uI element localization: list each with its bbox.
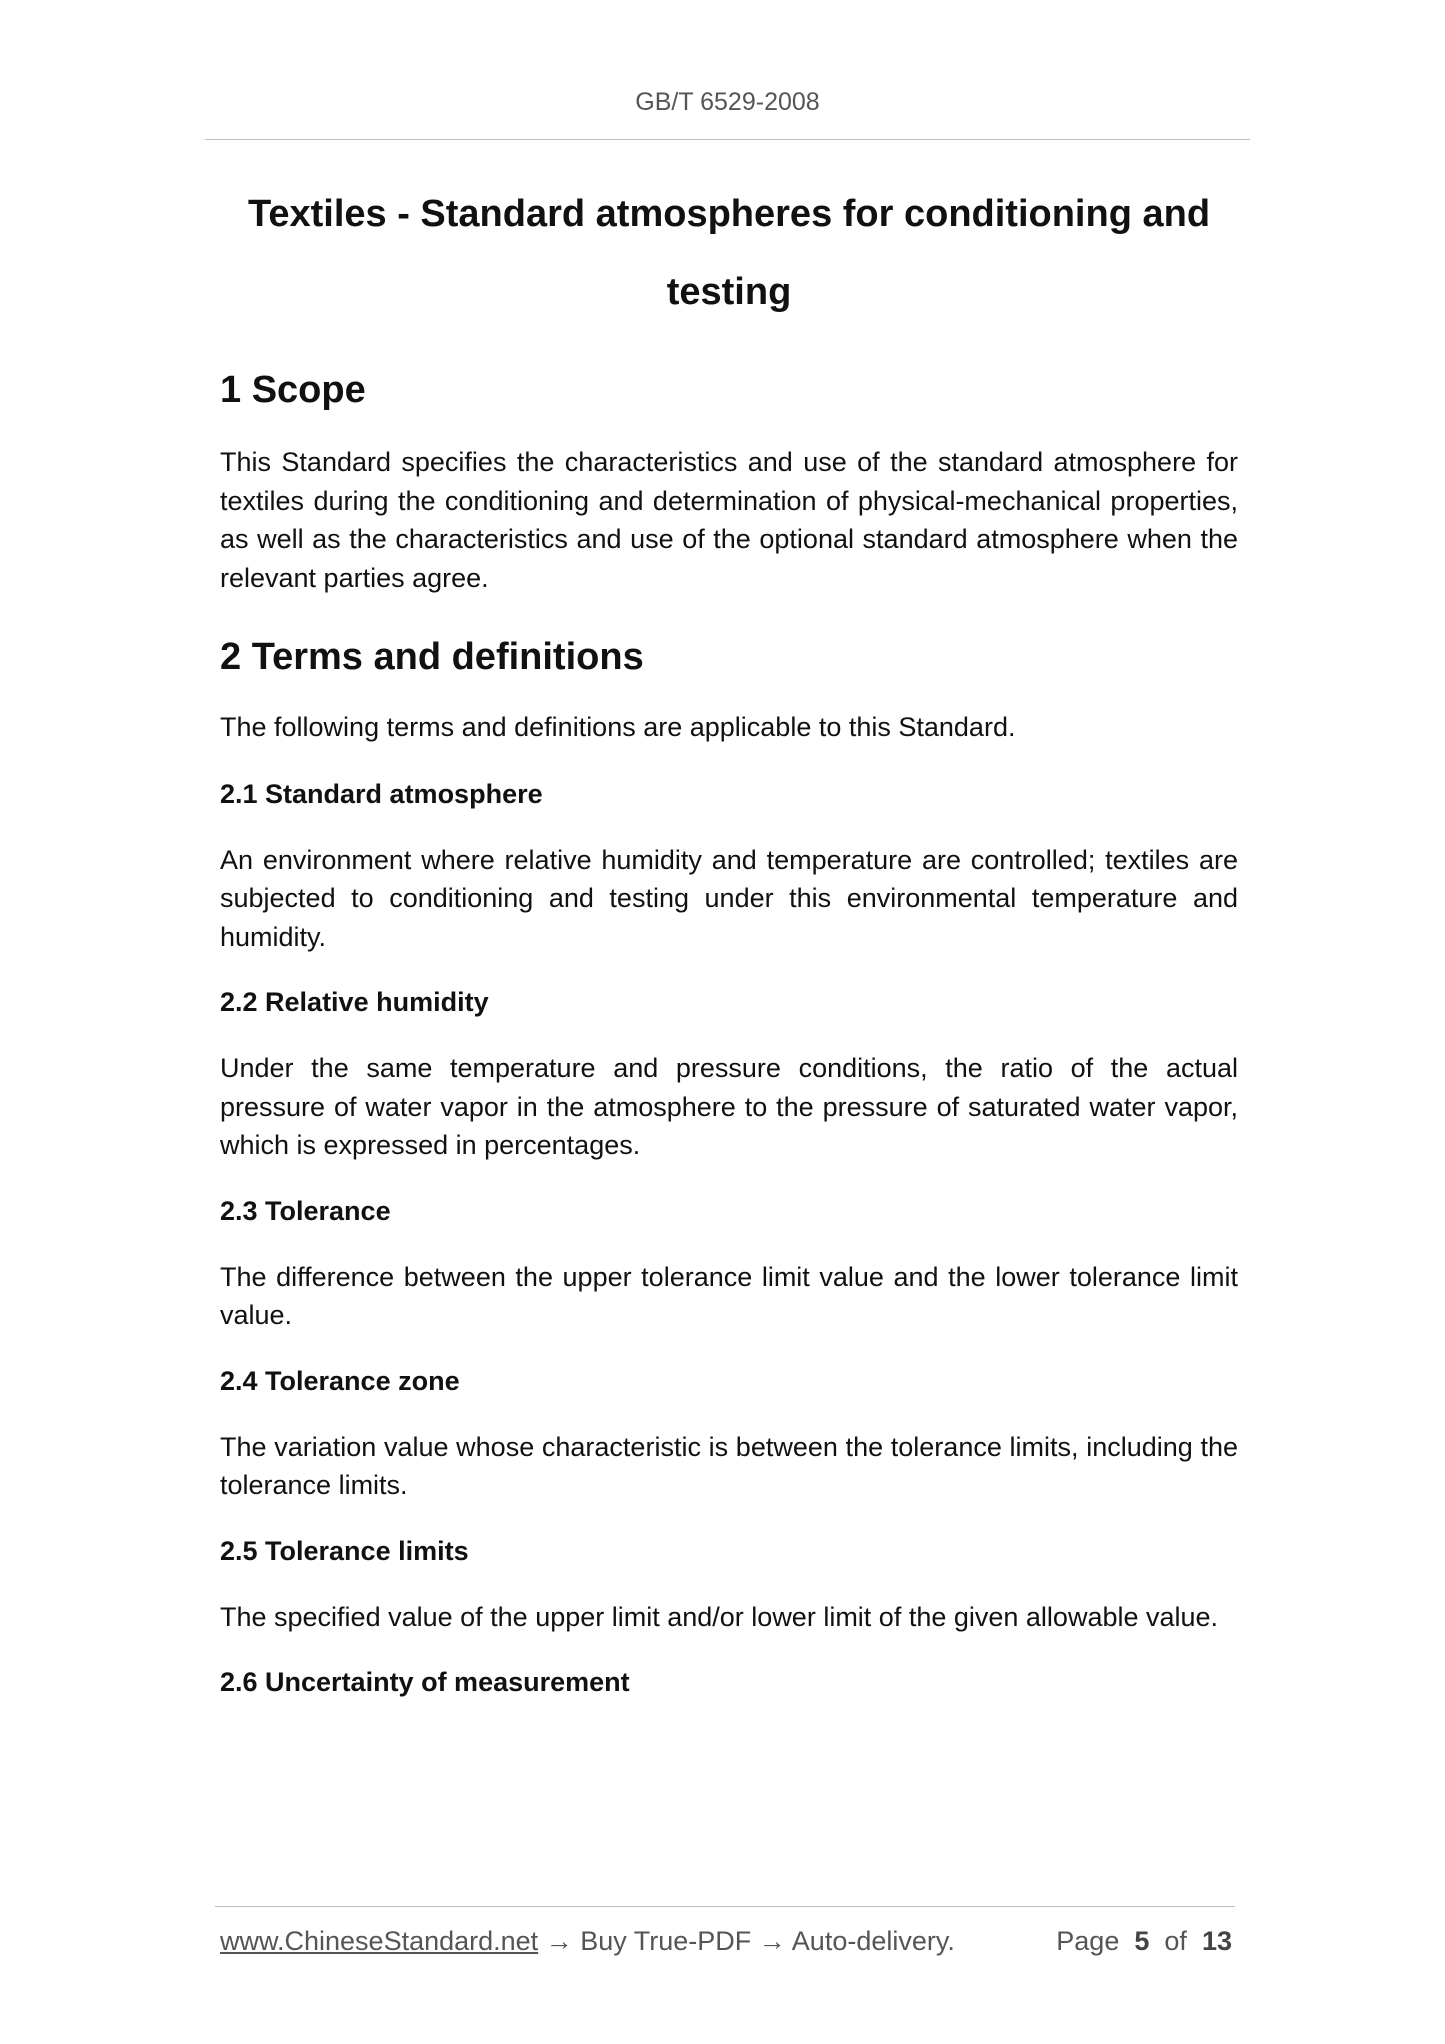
document-title: Textiles - Standard atmospheres for conditioning and testing <box>247 193 1211 313</box>
term-heading-uncertainty: 2.6 Uncertainty of measurement <box>220 1667 630 1697</box>
page-content <box>220 175 1238 1699</box>
footer-promo <box>220 1924 955 1958</box>
buy-pdf-text: Buy True-PDF <box>580 1926 752 1956</box>
arrow-right-icon: → <box>545 1926 573 1956</box>
auto-delivery-text: Auto-delivery. <box>791 1926 955 1956</box>
terms-intro-paragraph: The following terms and definitions are applicable to this Standard. <box>220 712 1016 742</box>
term-heading-tolerance: 2.3 Tolerance <box>220 1195 391 1226</box>
page-label: Page <box>1056 1926 1120 1956</box>
scope-paragraph: This Standard specifies the characteristics and use of the standard atmosphere for textiles during the conditioning and determination of physical-mechanical properties, as well as the characteristics and use of the optional standard atmosphere when the relevant parties agree. <box>220 447 1238 593</box>
header-divider <box>205 139 1250 140</box>
term-definition-standard-atmosphere: An environment where relative humidity and temperature are controlled; textiles are subjected to conditioning and testing under this environmental temperature and humidity. <box>220 844 1238 952</box>
term-heading-tolerance-zone: 2.4 Tolerance zone <box>220 1365 460 1396</box>
term-definition-relative-humidity: Under the same temperature and pressure conditions, the ratio of the actual pressure of water vapor in the atmosphere to the pressure of saturated water vapor, which is expressed in percentages. <box>220 1053 1238 1160</box>
website-link[interactable]: www.ChineseStandard.net <box>220 1926 539 1956</box>
footer-divider <box>215 1906 1235 1907</box>
term-heading-standard-atmosphere: 2.1 Standard atmosphere <box>220 778 543 809</box>
term-heading-relative-humidity: 2.2 Relative humidity <box>220 987 489 1017</box>
running-header: GB/T 6529-2008 <box>635 88 820 116</box>
section-heading-scope: 1 Scope <box>220 369 366 411</box>
term-heading-tolerance-limits: 2.5 Tolerance limits <box>220 1535 469 1566</box>
current-page: 5 <box>1134 1926 1150 1956</box>
term-definition-tolerance-zone: The variation value whose characteristic is between the tolerance limits, including the tolerance limits. <box>220 1431 1238 1500</box>
of-label: of <box>1164 1926 1187 1956</box>
page-number <box>1056 1924 1232 1958</box>
term-definition-tolerance-limits: The specified value of the upper limit and/or lower limit of the given allowable value. <box>220 1601 1219 1632</box>
term-definition-tolerance: The difference between the upper tolerance limit value and the lower tolerance limit value. <box>220 1261 1238 1330</box>
arrow-right-icon: → <box>758 1926 786 1956</box>
total-pages: 13 <box>1201 1926 1232 1956</box>
section-heading-terms: 2 Terms and definitions <box>220 636 644 678</box>
